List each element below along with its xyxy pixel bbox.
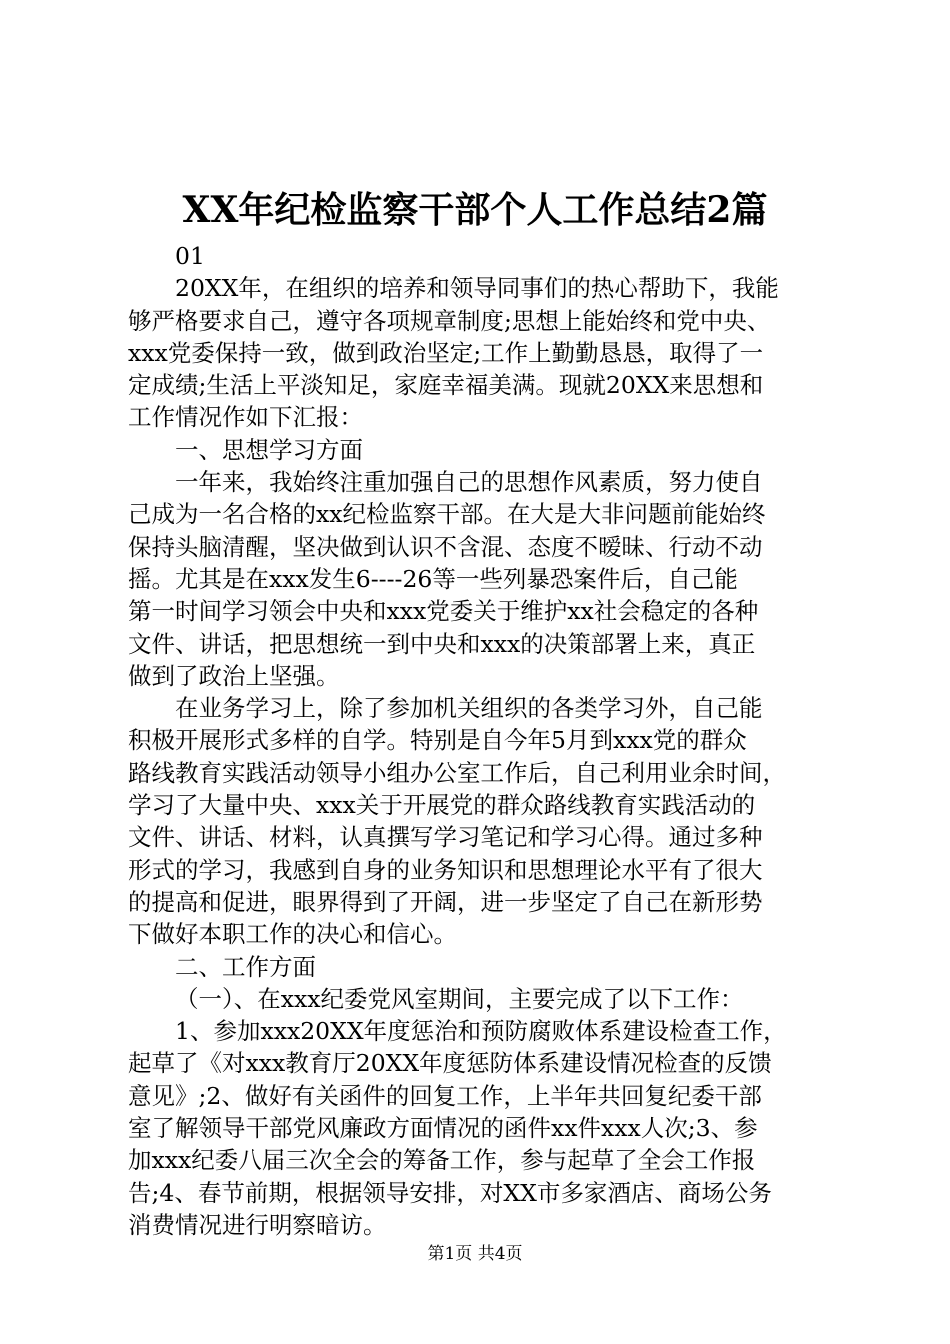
- text-line: 积极开展形式多样的自学。特别是自今年5月到xxx党的群众: [128, 726, 747, 755]
- text-line: 第一时间学习领会中央和xxx党委关于维护xx社会稳定的各种: [128, 597, 759, 626]
- text-line: 形式的学习，我感到自身的业务知识和思想理论水平有了很大: [128, 855, 763, 884]
- text-line: 在业务学习上，除了参加机关组织的各类学习外，自己能: [175, 694, 763, 723]
- text-line: 室了解领导干部党风廉政方面情况的函件xx件xxx人次;3、参: [128, 1114, 758, 1143]
- text-line: 定成绩;生活上平淡知足，家庭幸福美满。现就20XX来思想和: [128, 371, 764, 400]
- text-line: 消费情况进行明察暗访。: [128, 1210, 387, 1239]
- text-line: 告;4、春节前期，根据领导安排，对XX市多家酒店、商场公务: [128, 1178, 772, 1207]
- text-line: 够严格要求自己，遵守各项规章制度;思想上能始终和党中央、: [128, 306, 771, 335]
- text-line: 20XX年，在组织的培养和领导同事们的热心帮助下，我能: [175, 274, 779, 303]
- text-line: 文件、讲话，把思想统一到中央和xxx的决策部署上来，真正: [128, 629, 756, 658]
- text-line: 起草了《对xxx教育厅20XX年度惩防体系建设情况检查的反馈: [128, 1049, 772, 1078]
- text-line: 01: [175, 242, 205, 270]
- text-line: 做到了政治上坚强。: [128, 661, 340, 690]
- text-line: 下做好本职工作的决心和信心。: [128, 920, 457, 949]
- document-title: XX年纪检监察干部个人工作总结2篇: [182, 189, 768, 231]
- text-line: 意见》;2、做好有关函件的回复工作，上半年共回复纪委干部: [128, 1081, 762, 1110]
- text-line: 己成为一名合格的xx纪检监察干部。在大是大非问题前能始终: [128, 500, 766, 529]
- document-body: [128, 240, 828, 1241]
- text-line: 一年来，我始终注重加强自己的思想作风素质，努力使自: [175, 468, 763, 497]
- text-line: 路线教育实践活动领导小组办公室工作后，自己利用业余时间，: [128, 758, 786, 787]
- text-line: 文件、讲话、材料，认真撰写学习笔记和学习心得。通过多种: [128, 823, 763, 852]
- text-line: 保持头脑清醒，坚决做到认识不含混、态度不暧昧、行动不动: [128, 532, 763, 561]
- text-line: xxx党委保持一致，做到政治坚定;工作上勤勤恳恳，取得了一: [128, 338, 764, 367]
- text-line: 的提高和促进，眼界得到了开阔，进一步坚定了自己在新形势: [128, 887, 763, 916]
- text-line: 一、思想学习方面: [175, 435, 363, 464]
- text-line: 加xxx纪委八届三次全会的筹备工作，参与起草了全会工作报: [128, 1146, 756, 1175]
- text-line: 1、参加xxx20XX年度惩治和预防腐败体系建设检查工作，: [175, 1017, 787, 1046]
- page-footer: 第1页 共4页: [427, 1244, 523, 1264]
- text-line: 学习了大量中央、xxx关于开展党的群众路线教育实践活动的: [128, 791, 756, 820]
- text-line: （一）、在xxx纪委党风室期间，主要完成了以下工作：: [175, 984, 744, 1013]
- text-line: 摇。尤其是在xxx发生6----26等一些列暴恐案件后，自己能: [128, 564, 738, 593]
- text-line: 工作情况作如下汇报：: [128, 403, 363, 432]
- text-line: 二、工作方面: [175, 952, 316, 981]
